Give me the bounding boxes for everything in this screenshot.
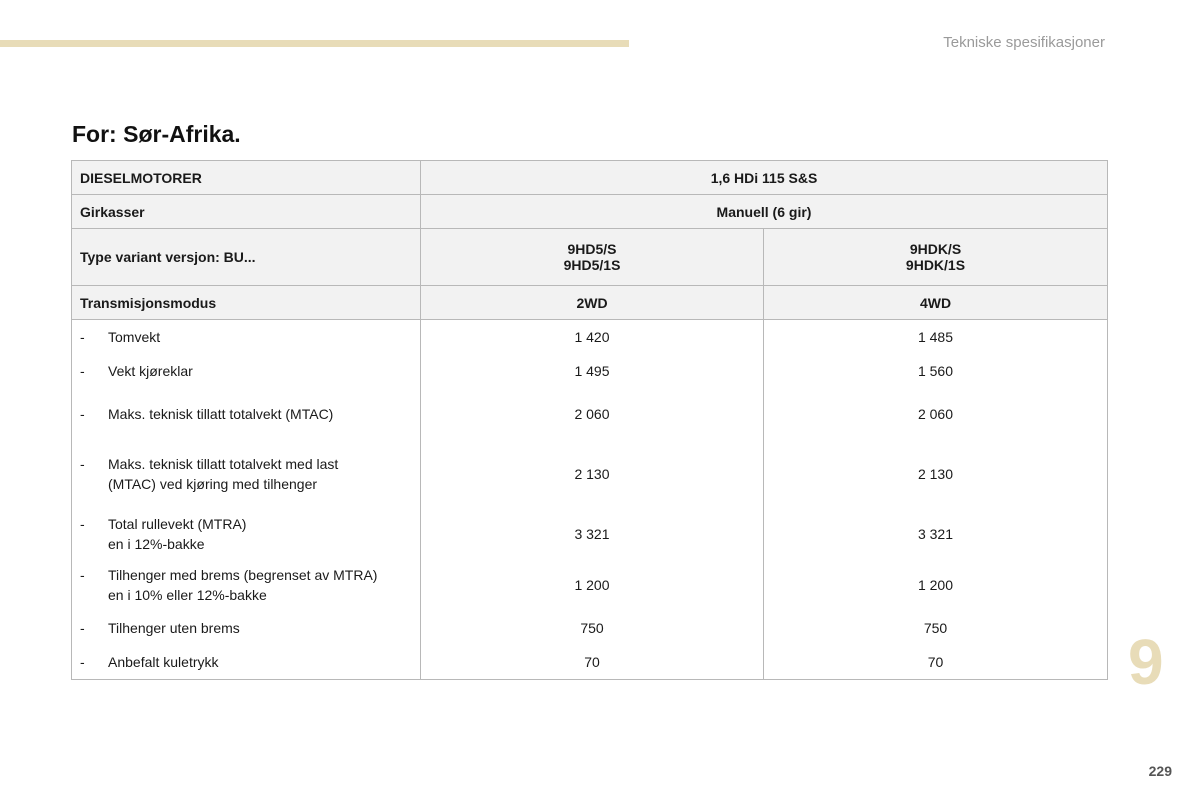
variant-row	[72, 229, 1108, 286]
spec-table	[71, 160, 1108, 680]
engine-label: DIESELMOTORER	[72, 161, 421, 195]
row-label-cell	[72, 508, 421, 559]
page-number: 229	[1148, 763, 1172, 779]
row-label-line1: Tomvekt	[108, 329, 161, 345]
row-value-col2: 3 321	[764, 508, 1108, 559]
row-label-line1: Anbefalt kuletrykk	[108, 654, 219, 670]
table-row	[72, 611, 1108, 645]
table-row	[72, 320, 1108, 355]
row-dash: -	[80, 654, 85, 670]
variant-col2-line1: 9HDK/S	[909, 241, 962, 257]
row-value-col1: 3 321	[421, 508, 764, 559]
row-dash: -	[80, 515, 85, 532]
engine-value: 1,6 HDi 115 S&S	[421, 161, 1108, 195]
row-label-line1: Tilhenger uten brems	[108, 620, 240, 636]
row-label-cell	[72, 320, 421, 355]
row-value-col2: 750	[764, 611, 1108, 645]
row-label-cell	[72, 611, 421, 645]
row-label-line1: Vekt kjøreklar	[108, 363, 193, 379]
table-row	[72, 559, 1108, 611]
row-value-col1: 1 495	[421, 354, 764, 388]
variant-label: Type variant versjon: BU...	[72, 229, 421, 286]
gearbox-row	[72, 195, 1108, 229]
mode-label: Transmisjonsmodus	[72, 286, 421, 320]
row-label-line1: Maks. teknisk tillatt totalvekt (MTAC)	[108, 405, 334, 422]
row-value-col2: 2 130	[764, 439, 1108, 508]
variant-col1-line2: 9HD5/1S	[563, 257, 621, 273]
row-value-col1: 70	[421, 645, 764, 680]
row-label-line2: en i 10% eller 12%-bakke	[108, 587, 267, 603]
mode-row	[72, 286, 1108, 320]
row-label-cell	[72, 439, 421, 508]
row-value-col2: 70	[764, 645, 1108, 680]
row-label-line2: en i 12%-bakke	[108, 535, 205, 552]
variant-col2-line2: 9HDK/1S	[905, 257, 966, 273]
variant-col1	[421, 229, 764, 286]
row-dash: -	[80, 363, 85, 379]
page-heading: For: Sør-Afrika.	[72, 121, 241, 147]
row-label	[108, 454, 338, 494]
row-label-cell	[72, 388, 421, 439]
row-label-cell	[72, 354, 421, 388]
table-row	[72, 388, 1108, 439]
row-label-line1: Maks. teknisk tillatt totalvekt med last	[108, 455, 339, 472]
mode-col1: 2WD	[421, 286, 764, 320]
row-dash: -	[80, 455, 85, 472]
gearbox-label: Girkasser	[72, 195, 421, 229]
row-label	[108, 618, 240, 638]
row-label	[108, 404, 333, 424]
table-row	[72, 439, 1108, 508]
table-row	[72, 354, 1108, 388]
section-title: Tekniske spesifikasjoner	[943, 34, 1105, 51]
row-label	[108, 361, 193, 381]
row-value-col2: 1 560	[764, 354, 1108, 388]
table-row	[72, 508, 1108, 559]
row-label-cell	[72, 645, 421, 680]
row-value-col2: 2 060	[764, 388, 1108, 439]
row-dash: -	[80, 567, 85, 583]
row-label-line1: Tilhenger med brems (begrenset av MTRA)	[108, 567, 378, 583]
row-value-col2: 1 485	[764, 320, 1108, 355]
table-row	[72, 645, 1108, 680]
row-label-line1: Total rullevekt (MTRA)	[108, 515, 247, 532]
row-value-col1: 1 420	[421, 320, 764, 355]
row-value-col1: 750	[421, 611, 764, 645]
row-label	[108, 652, 219, 672]
row-dash: -	[80, 329, 85, 345]
variant-col1-line1: 9HD5/S	[567, 241, 617, 257]
header-accent-bar	[0, 40, 629, 47]
row-value-col1: 2 130	[421, 439, 764, 508]
row-value-col2: 1 200	[764, 559, 1108, 611]
row-label-cell	[72, 559, 421, 611]
row-value-col1: 1 200	[421, 559, 764, 611]
mode-col2: 4WD	[764, 286, 1108, 320]
engine-row	[72, 161, 1108, 195]
row-dash: -	[80, 405, 85, 422]
row-label-line2: (MTAC) ved kjøring med tilhenger	[108, 475, 318, 492]
gearbox-value: Manuell (6 gir)	[421, 195, 1108, 229]
row-dash: -	[80, 620, 85, 636]
row-label	[108, 514, 246, 554]
row-label	[108, 327, 160, 347]
chapter-number: 9	[1128, 626, 1164, 698]
row-label	[108, 565, 377, 605]
row-value-col1: 2 060	[421, 388, 764, 439]
variant-col2	[764, 229, 1108, 286]
